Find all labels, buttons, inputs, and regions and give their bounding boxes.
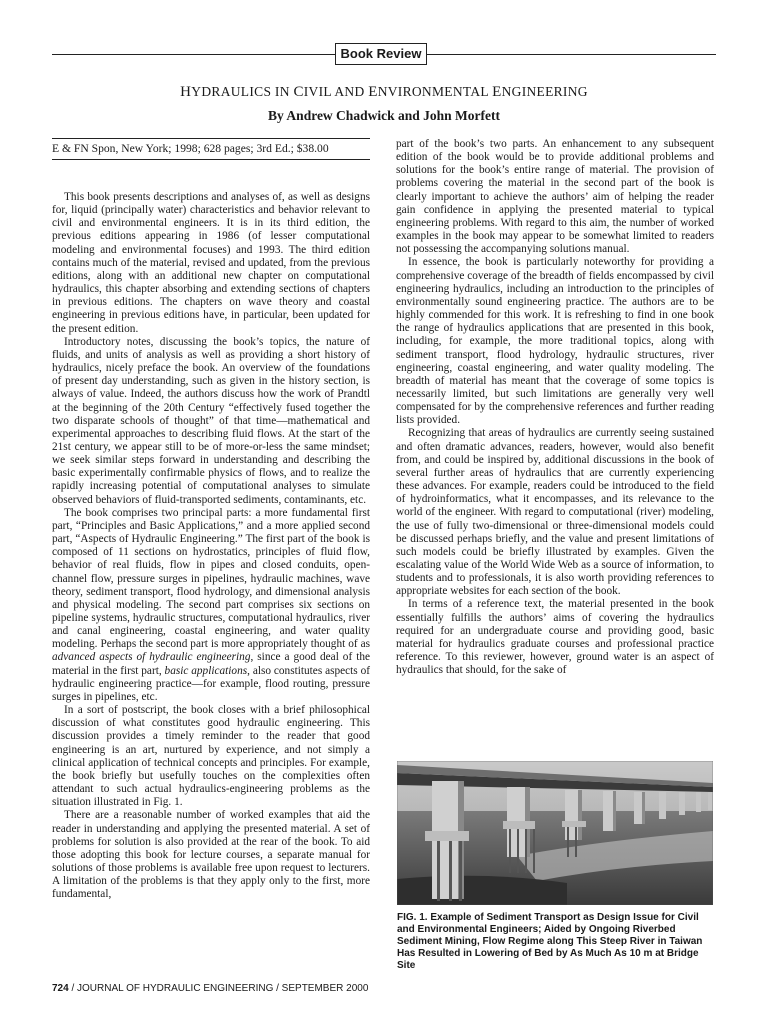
left-column [52, 138, 370, 901]
paragraph: In terms of a reference text, the material presented in the book essentially fulfills the authors’ aims of covering the hydraulics required for an undergraduate course and providing good, basic material for hydraulics graduate courses and professional practice reference. To this reviewer, however, ground water is an aspect of hydraulics that should, for the sake of [396, 598, 714, 677]
paragraph: The book comprises two principal parts: a more fundamental first part, “Principles and Basic Applications,” and a more applied second part, “Aspects of Hydraulic Engineering.” The first part of the book is composed of 11 sections on hydrostatics, principles of fluid flow, behavior of real fluids, flow in pipes and closed conduits, open-channel flow, pressure surges in pipelines, hydraulic machines, wave theory, sediment transport, flood hydrology, and dimensional analysis and physical modeling. The second part comprises six sections on pipeline systems, hydraulic structures, computational hydraulics, river and canal engineering, coastal engineering, and water quality modeling. Perhaps the second part is more appropriately thought of as advanced aspects of hydraulic engineering, since a good deal of the material in the first part, basic applications, also constitutes aspects of hydraulic engineering practice—for example, flood routing, pressure surges in pipelines, etc. [52, 506, 370, 703]
bridge-photo [397, 761, 713, 905]
page-footer [52, 983, 368, 994]
journal-info: / JOURNAL OF HYDRAULIC ENGINEERING / SEPTEMBER 2000 [68, 983, 369, 994]
paragraph: Recognizing that areas of hydraulics are currently seeing sustained and often dramatic advances, readers, however, would also benefit from, and could be inspired by, additional discussions in the book of several further areas of hydraulics that are currently experiencing these advances. For example, readers could be introduced to the field of hydroinformatics, what it encompasses, and its relevance to the world of the engineer. With regard to computational (river) modeling, the use of fully two-dimensional or three-dimensional models could be discussed perhaps briefly, and the value and present limitations of such models could be briefly illustrated by examples. Given the escalating value of the World Wide Web as a source of information, to students and to professionals, it is also worth providing references to appropriate websites for each section of the book. [396, 427, 714, 598]
right-column [396, 138, 714, 677]
page-number: 724 [52, 983, 69, 994]
figure-caption: FIG. 1. Example of Sediment Transport as Design Issue for Civil and Environmental Engineers; Aided by Ongoing Riverbed Sediment Mining, Flow Regime along This Steep River in Taiwan Has Resulted in Lowering of Bed by As Much As 10 m at Bridge Site [397, 912, 703, 971]
publication-info: E & FN Spon, New York; 1998; 628 pages; 3rd Ed.; $38.00 [52, 138, 370, 160]
review-authors: By Andrew Chadwick and John Morfett [268, 108, 500, 123]
section-tag: Book Review [335, 43, 427, 65]
paragraph: This book presents descriptions and analyses of, as well as designs for, liquid (principally water) characteristics and behavior relevant to civil and environmental engineers. It is in its third edition, the previous editions appearing in 1986 (of lesser computational modeling and environmental focuses) and 1993. The third edition contains much of the material, revised and updated, from the previous editions, along with an additional new chapter on computational hydraulics, this chapter absorbing and extending sections of chapters in previous editions. The chapters on wave theory and coastal engineering in previous editions have, in particular, been updated for the present edition. [52, 191, 370, 335]
review-title: HYDRAULICS IN CIVIL AND ENVIRONMENTAL ENGINEERING [180, 84, 588, 100]
paragraph: Introductory notes, discussing the book’s topics, the nature of fluids, and units of analysis as well as providing a short history of hydraulics, nicely preface the book. An overview of the foundations of present day understanding, such as given in the history section, is always of value. Indeed, the authors discuss how the work of Prandtl at the beginning of the 20th Century “effectively fused together the two disparate schools of thought” of that time—mathematical and experimental approaches to describing fluid flows. At the start of the 21st century, we appear still to be of more-or-less the same mindset; we seek similar steps forward in understanding and describing the basic experimentally confirmable physics of flows, and to realize the rapidly increasing potential of computational analyses to simulate observed behaviors of fluid-transported sediments, contaminants, etc. [52, 335, 370, 506]
paragraph: In a sort of postscript, the book closes with a brief philosophical discussion of what constitutes good hydraulic engineering. This discussion provides a timely reminder to the reader that good engineering is an art, nurtured by experience, and not simply a clinical application of technical concepts and principles. For example, the book briefly but usefully touches on the complexities often attendant to such actual hydraulics-engineering problems as the situation illustrated in Fig. 1. [52, 704, 370, 809]
paragraph: In essence, the book is particularly noteworthy for providing a comprehensive coverage of the breadth of fields encompassed by civil engineering hydraulics, including an introduction to the principles of environmentally sound engineering practice. The authors are to be highly commended for this work. It is refreshing to find in one book the range of hydraulics applications that are presented in this book, including, for example, the more traditional topics, along with sediment transport, flood hydrology, hydraulic structures, river engineering, coastal engineering, and water quality modeling. The breadth of material has meant that the coverage of some topics is necessarily limited, but such limitations are generally very well compensated for by the comprehensive references and further reading lists provided. [396, 256, 714, 427]
paragraph: part of the book’s two parts. An enhancement to any subsequent edition of the book would be to provide additional problems and solutions for the book’s entire range of material. The provision of problems covering the material in the second part of the book is clearly important to achieve the authors’ aim of helping the reader gain confidence in applying the presented material to typical engineering problems. With regard to this aim, the number of worked examples in the book may appear to be somewhat limited to readers not possessing the accompanying solutions manual. [396, 138, 714, 256]
paragraph: There are a reasonable number of worked examples that aid the reader in understanding and applying the presented material. A set of problems for solution is also provided at the rear of the book. To aid those adopting this book for lecture courses, a separate manual for solutions of those problems is available free upon request to lecturers. A limitation of the problems is that they apply only to the first, more fundamental, [52, 809, 370, 901]
